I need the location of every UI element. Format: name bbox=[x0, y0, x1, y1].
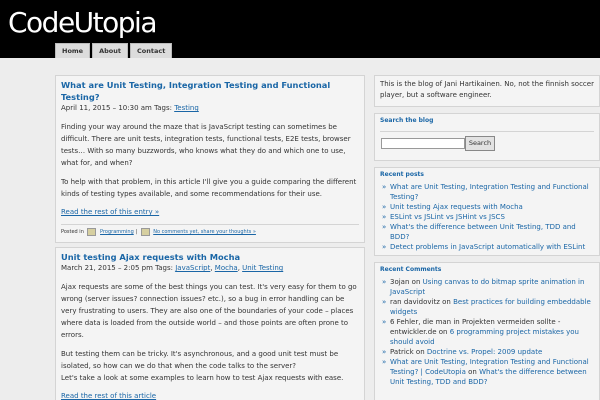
comment-item bbox=[380, 357, 594, 387]
recent-posts-box bbox=[374, 167, 600, 256]
recent-post-link[interactable]: » Detect problems in JavaScript automatically with ESLint bbox=[380, 242, 594, 252]
comment-post-link[interactable]: What's the difference between Unit Testing, TDD and BDD? bbox=[390, 368, 587, 386]
comment-on: on bbox=[468, 368, 477, 376]
search-button[interactable]: Search bbox=[465, 136, 495, 151]
tag-link[interactable]: Unit Testing bbox=[242, 264, 284, 272]
read-more-link[interactable]: Read the rest of this entry » bbox=[61, 208, 160, 216]
recent-post-link[interactable]: » What's the difference between Unit Testing, TDD and BDD? bbox=[380, 222, 594, 242]
tags-label: Tags: bbox=[155, 264, 173, 272]
sidebar bbox=[374, 75, 600, 400]
category-link[interactable]: Programming bbox=[100, 229, 134, 235]
post-title[interactable]: Unit testing Ajax requests with Mocha bbox=[61, 252, 241, 262]
tag-link[interactable]: Mocha bbox=[214, 264, 238, 272]
comment-author[interactable]: ran davidovitz bbox=[390, 298, 440, 306]
comment-on: on bbox=[438, 328, 448, 336]
comment-on: on bbox=[442, 298, 451, 306]
comment-item bbox=[380, 277, 594, 297]
tags-label: Tags: bbox=[154, 104, 172, 112]
tag-link[interactable]: JavaScript bbox=[175, 264, 211, 272]
search-box bbox=[374, 113, 600, 161]
recent-comments-title: Recent Comments bbox=[380, 266, 442, 273]
comment-author[interactable]: What are Unit Testing, Integration Testing and Functional Testing? | CodeUtopia bbox=[390, 358, 589, 376]
recent-posts-list bbox=[380, 182, 594, 252]
recent-post-link[interactable]: » What are Unit Testing, Integration Testing and Functional Testing? bbox=[380, 182, 594, 202]
comment-icon bbox=[141, 228, 150, 236]
comment-on: on bbox=[411, 278, 421, 286]
search-input[interactable] bbox=[381, 138, 465, 149]
post-paragraph: To help with that problem, in this article I'll give you a guide comparing the different kinds of testing types available, and some recommendations for their use. bbox=[61, 178, 357, 198]
posted-in-label: Posted in bbox=[61, 229, 84, 235]
recent-comments-box bbox=[374, 262, 600, 400]
post-meta bbox=[61, 103, 359, 114]
post bbox=[55, 75, 365, 243]
post-title[interactable]: What are Unit Testing, Integration Testing and Functional Testing? bbox=[61, 80, 331, 102]
recent-posts-title: Recent posts bbox=[380, 171, 424, 178]
site-logo[interactable]: CodeUtopia bbox=[8, 6, 156, 39]
recent-post-link[interactable]: » Unit testing Ajax requests with Mocha bbox=[380, 202, 594, 212]
comment-on: on bbox=[415, 348, 425, 356]
nav-about[interactable]: About bbox=[92, 43, 128, 58]
main-content bbox=[55, 75, 365, 400]
site-header bbox=[0, 0, 600, 58]
comment-post-link[interactable]: Best practices for building embeddable widgets bbox=[390, 298, 591, 316]
recent-post-link[interactable]: » ESLint vs JSLint vs JSHint vs JSCS bbox=[380, 212, 594, 222]
comment-item bbox=[380, 297, 594, 317]
read-more-link[interactable]: Read the rest of this article bbox=[61, 392, 157, 400]
post-footer bbox=[61, 224, 359, 239]
post bbox=[55, 247, 365, 400]
comment-post-link[interactable]: Doctrine vs. Propel: 2009 update bbox=[426, 348, 543, 356]
comment-post-link[interactable]: Using canvas to do bitmap sprite animation in JavaScript bbox=[390, 278, 585, 296]
main-nav bbox=[55, 43, 174, 58]
nav-home[interactable]: Home bbox=[55, 43, 90, 58]
post-paragraph: Ajax requests are some of the best things you can test. It's very easy for them to go wrong (server issues? connection issues? etc.), so a bug in error handling can be very frustrating to users. They are also one of the boundaries of your code – places where data is loaded from the outside world – and those points are often prone to errors. bbox=[61, 283, 357, 339]
search-title: Search the blog bbox=[380, 117, 434, 124]
tag-link[interactable]: Testing bbox=[174, 104, 199, 112]
comment-post-link[interactable]: 6 programming project mistakes you should avoid bbox=[390, 328, 579, 346]
comment-item bbox=[380, 347, 594, 357]
post-paragraph: But testing them can be tricky. It's asynchronous, and a good unit test must be isolated, so how can we do that when the code talks to the server? Let's take a look at some examples to learn how to test Ajax requests with ease. bbox=[61, 350, 344, 382]
post-date: April 11, 2015 – 10:30 am bbox=[61, 104, 152, 112]
comment-author: Patrick bbox=[390, 348, 414, 356]
footer-separator: | bbox=[135, 229, 138, 235]
post-paragraph: Finding your way around the maze that is JavaScript testing can sometimes be difficult. There are unit tests, integration tests, functional tests, E2E tests, browser tests… With so many buzzwords, who knows what they do and which one to use, what for, and when? bbox=[61, 123, 351, 167]
divider bbox=[380, 131, 594, 132]
comment-author[interactable]: 6 Fehler, die man in Projekten vermeiden sollte - entwickler.de bbox=[390, 318, 561, 336]
comments-link[interactable]: No comments yet, share your thoughts » bbox=[153, 229, 256, 235]
recent-comments-list bbox=[380, 277, 594, 387]
folder-icon bbox=[87, 228, 96, 236]
nav-contact[interactable]: Contact bbox=[130, 43, 172, 58]
comment-author: 3ojan bbox=[390, 278, 410, 286]
post-meta: March 21, 2015 – 2:05 pm Tags: JavaScript, Mocha, Unit Testing bbox=[61, 264, 284, 272]
post-date: March 21, 2015 – 2:05 pm bbox=[61, 264, 153, 272]
comment-item bbox=[380, 317, 594, 347]
about-box: This is the blog of Jani Hartikainen. No, not the finnish soccer player, but a software engineer. bbox=[374, 75, 600, 107]
